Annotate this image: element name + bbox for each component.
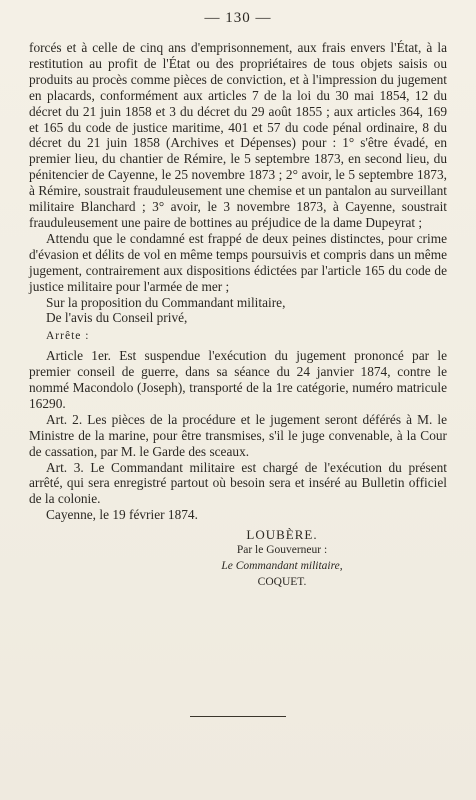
- page-number: — 130 —: [204, 10, 272, 26]
- closing-rule: [190, 716, 286, 717]
- signature-block: [29, 527, 447, 591]
- signer-title: Le Commandant militaire,: [221, 560, 343, 572]
- arrete-heading: Arrête :: [46, 330, 90, 343]
- by-line: Par le Gouverneur :: [236, 544, 328, 557]
- signer-name: COQUET.: [257, 575, 307, 588]
- place-date: Cayenne, le 19 février 1874.: [46, 507, 198, 523]
- article-2: Art. 2. Les pièces de la procédure et le jugement seront déférés à M. le Ministre de la marine, pour être transmises, s'il le juge convenable, à la Cour de cassation, par M. le Garde des sceaux.: [29, 411, 447, 459]
- paragraph-sentence-continuation: forcés et à celle de cinq ans d'emprisonnement, aux frais envers l'État, à la restitution au profit de l'État ou des propriétaires de tous objets saisis ou produits au procès comme pièces de conviction, et à l'impression du jugement en placards, conformément aux articles 7 de la loi du 30 mai 1854, 12 du décret du 21 juin 1858 et 3 du décret du 29 août 1855 ; aux articles 364, 169 et 165 du code de justice maritime, 401 et 57 du code pénal ordinaire, 8 du décret du 21 juin 1858 (Archives et Dépenses) pour : 1° s'être évadé, en premier lieu, du chantier de Rémire, le 5 septembre 1873, en second lieu, du pénitencier de Cayenne, le 25 novembre 1873 ; 2° avoir, le 5 septembre 1873, à Rémire, soustrait frauduleusement une chemise et un pantalon au surveillant militaire Blanchard ; 3° avoir, le 3 novembre 1873, à Cayenne, soustrait frauduleusement une paire de bottines au préjudice de la dame Dupeyrat ;: [29, 40, 447, 230]
- paragraph-attendu: Attendu que le condamné est frappé de deux peines distinctes, pour crime d'évasion et délits de vol en même temps poursuivis et compris dans un même jugement, contrairement aux dispositions édictées par l'article 165 du code de justice militaire pour l'armée de mer ;: [29, 230, 447, 294]
- governor-signature: LOUBÈRE.: [246, 527, 318, 543]
- document-body: [29, 40, 447, 591]
- article-3: Art. 3. Le Commandant militaire est chargé de l'exécution du présent arrêté, qui sera enregistré partout où besoin sera et inséré au Bulletin officiel de la colonie.: [29, 459, 447, 507]
- article-1: Article 1er. Est suspendue l'exécution du jugement prononcé par le premier conseil de guerre, dans sa séance du 24 janvier 1874, contre le nommé Macondolo (Joseph), transporté de la 1re catégorie, numéro matricule 16290.: [29, 348, 447, 411]
- paragraph-proposition: Sur la proposition du Commandant militaire,: [46, 294, 286, 310]
- paragraph-avis: De l'avis du Conseil privé,: [46, 310, 188, 326]
